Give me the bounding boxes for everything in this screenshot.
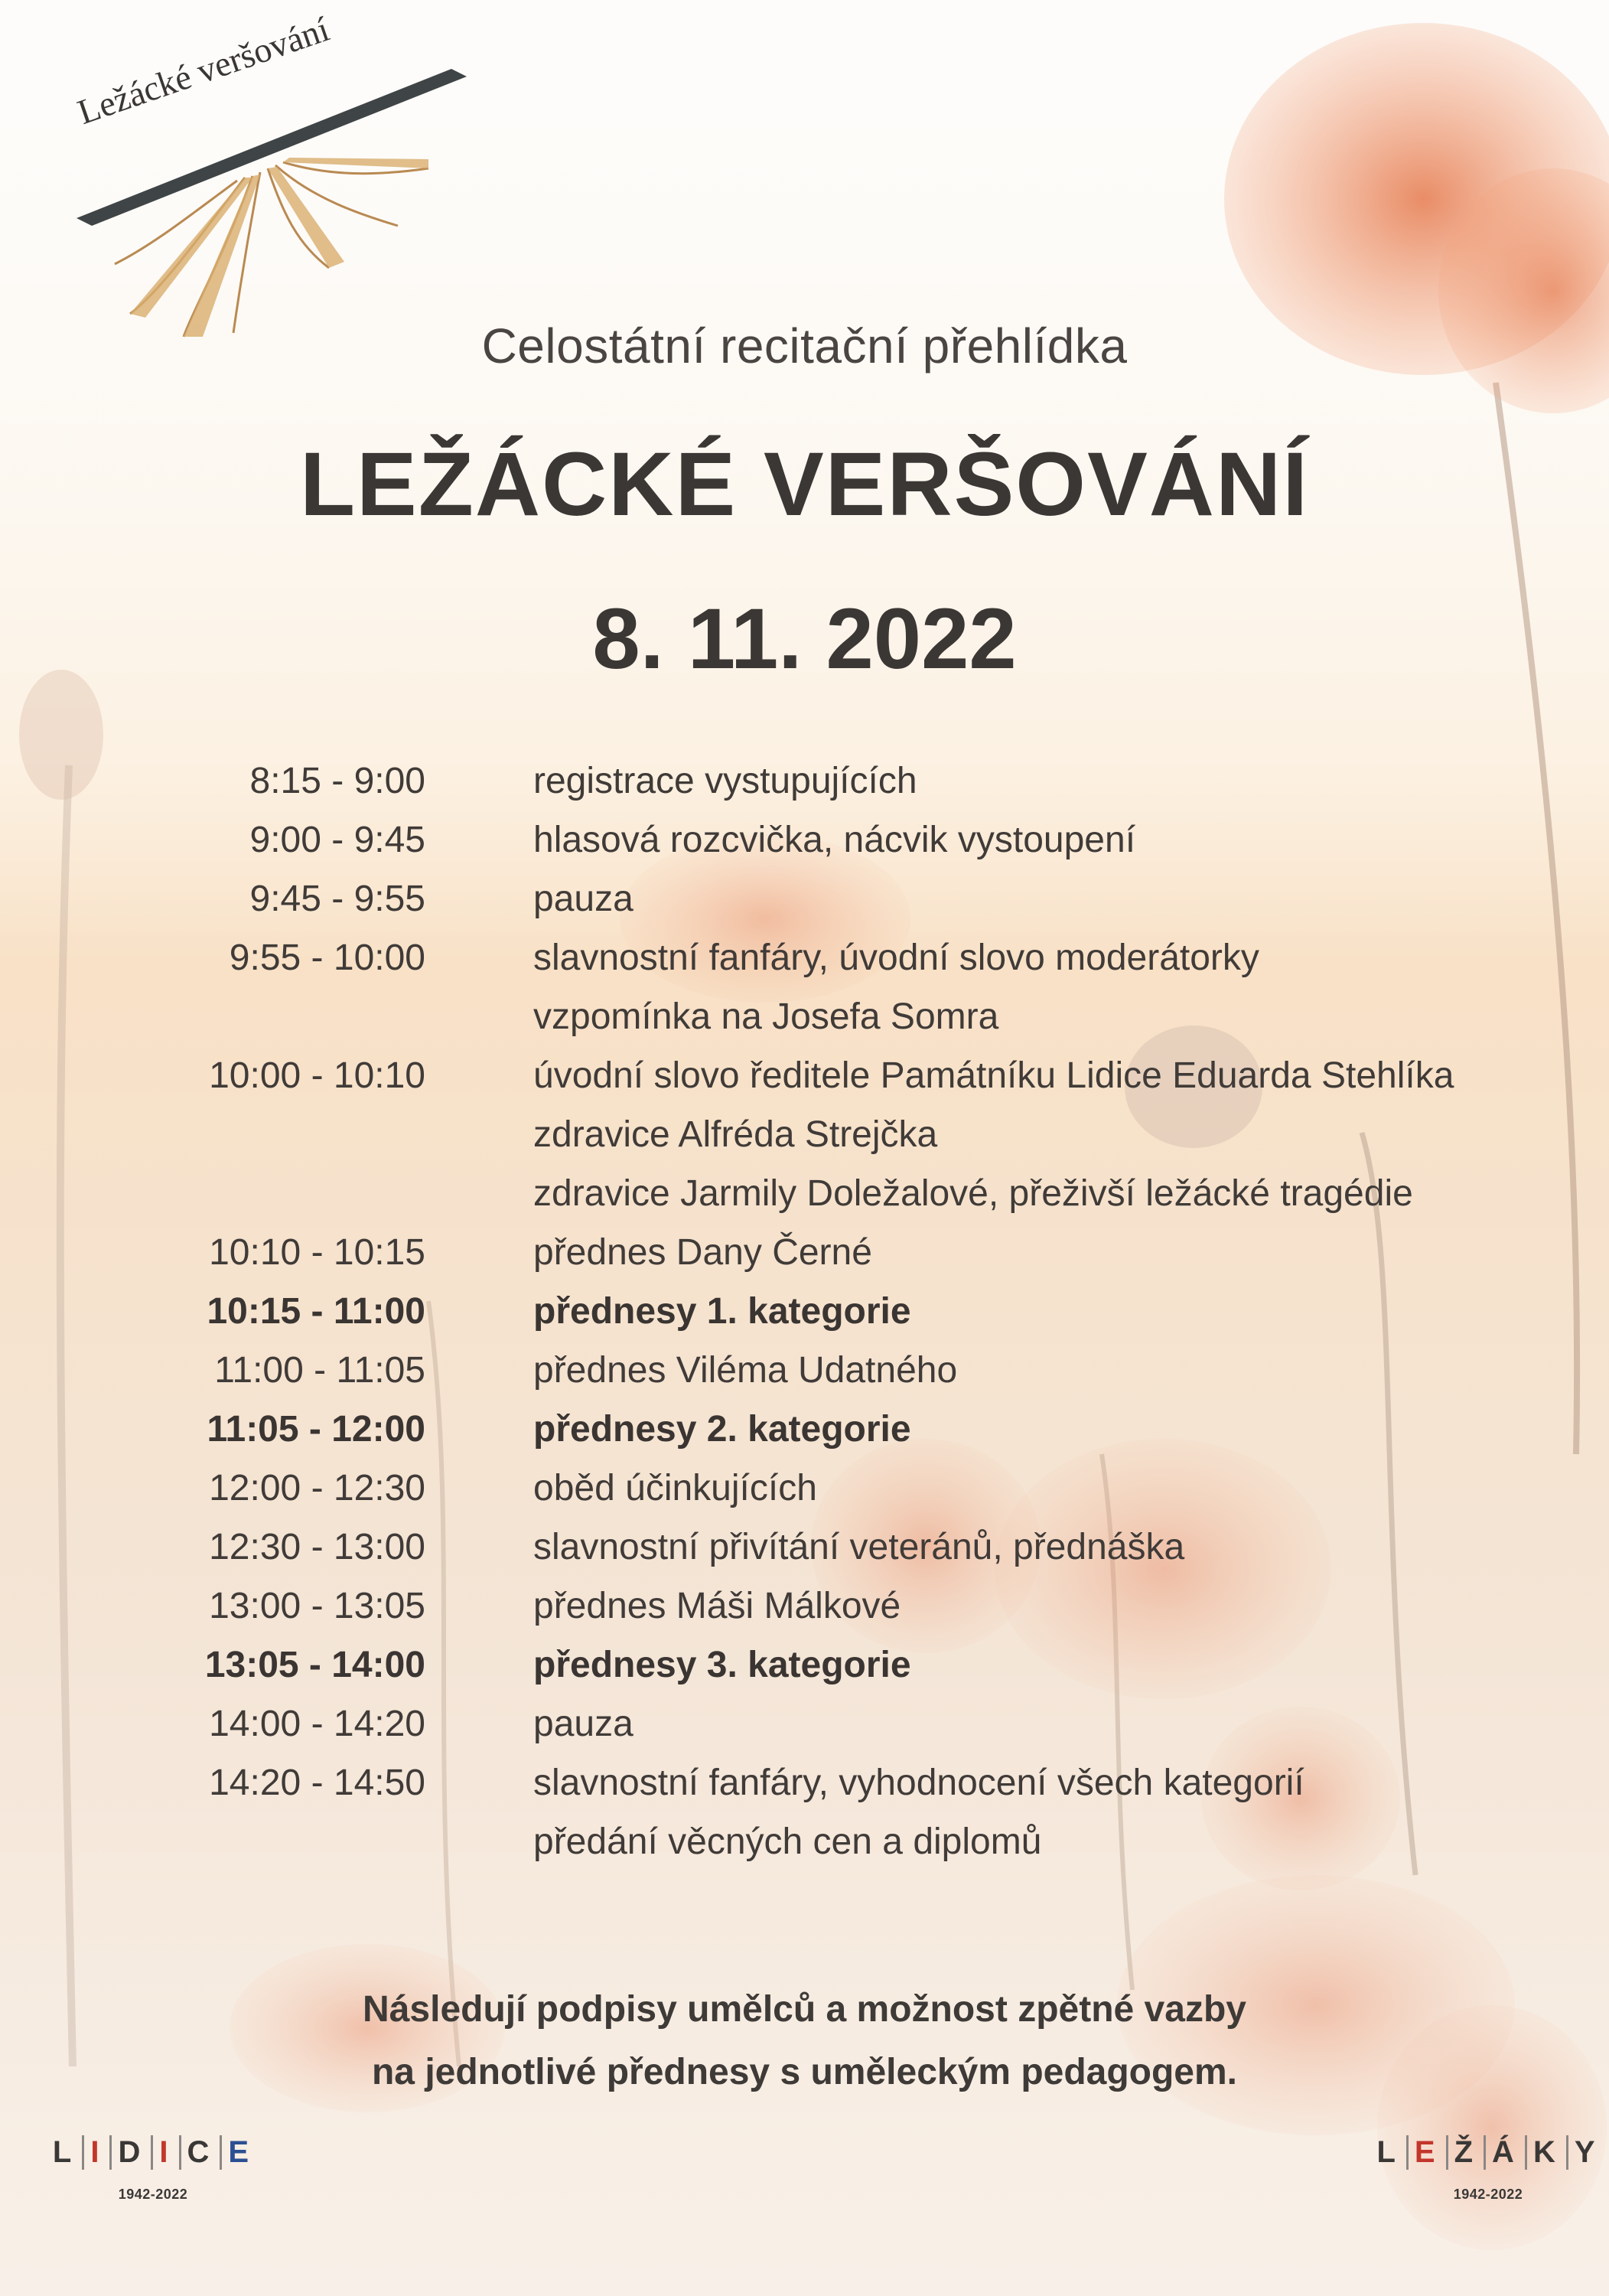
- schedule-time: 9:00 - 9:45: [249, 820, 425, 860]
- book-logo-title: Ležácké veršování: [73, 8, 334, 132]
- lezaky-logo: [1377, 2135, 1599, 2203]
- schedule-row: [0, 1408, 1609, 1467]
- schedule-row: [0, 1055, 1609, 1231]
- logo-letter: L: [1376, 2135, 1400, 2169]
- schedule-activity: oběd účinkujících: [533, 1468, 817, 1508]
- schedule-row: [0, 878, 1609, 937]
- schedule-row: [0, 1290, 1609, 1349]
- schedule-activity: hlasová rozcvička, nácvik vystoupení: [533, 820, 1136, 860]
- schedule-activity: zdravice Alfréda Strejčka: [533, 1114, 938, 1155]
- schedule-activity: přednes Máši Málkové: [533, 1586, 901, 1626]
- schedule-time: 10:00 - 10:10: [209, 1055, 425, 1096]
- logo-letter: E: [1406, 2135, 1446, 2170]
- schedule-row: [0, 1526, 1609, 1585]
- lezaky-logo-years: 1942-2022: [1453, 2187, 1523, 2202]
- closing-note: [0, 1978, 1609, 2104]
- schedule-row: [0, 1762, 1609, 1880]
- schedule-time: 9:55 - 10:00: [229, 938, 425, 978]
- schedule-activity: přednes Viléma Udatného: [533, 1350, 958, 1391]
- logo-letter: Ž: [1446, 2135, 1484, 2170]
- schedule-row: [0, 1231, 1609, 1290]
- schedule-activity: přednesy 2. kategorie: [533, 1409, 911, 1450]
- lidice-logo: [52, 2135, 254, 2203]
- schedule-time: 12:00 - 12:30: [209, 1468, 425, 1508]
- logo-letter: L: [52, 2135, 77, 2169]
- logo-letter: D: [109, 2135, 151, 2170]
- logo-letter: I: [151, 2135, 178, 2170]
- schedule-activity: předání věcných cen a diplomů: [533, 1821, 1042, 1862]
- schedule-activity: slavnostní fanfáry, vyhodnocení všech kategorií: [533, 1763, 1304, 1803]
- logo-letter: Y: [1566, 2135, 1606, 2170]
- schedule-activity: přednesy 1. kategorie: [533, 1291, 911, 1332]
- schedule-activity: slavnostní přivítání veteránů, přednáška: [533, 1527, 1185, 1567]
- lezaky-logo-letters: [1377, 2135, 1599, 2170]
- schedule-activity: registrace vystupujících: [533, 761, 917, 801]
- schedule-time: 10:10 - 10:15: [209, 1232, 425, 1273]
- schedule-row: [0, 1703, 1609, 1762]
- schedule-activity: pauza: [533, 1704, 634, 1744]
- schedule-time: 13:00 - 13:05: [209, 1586, 425, 1626]
- schedule-activity: vzpomínka na Josefa Somra: [533, 996, 999, 1037]
- schedule-time: 9:45 - 9:55: [249, 879, 425, 919]
- schedule-row: [0, 937, 1609, 1055]
- schedule-activity: úvodní slovo ředitele Památníku Lidice Eduarda Stehlíka: [533, 1055, 1454, 1096]
- closing-note-line: na jednotlivé přednesy s uměleckým pedagogem.: [371, 2052, 1238, 2092]
- logo-letter: C: [179, 2135, 220, 2170]
- schedule-activity: slavnostní fanfáry, úvodní slovo moderátorky: [533, 938, 1259, 978]
- lidice-logo-years: 1942-2022: [118, 2187, 188, 2202]
- closing-note-line: Následují podpisy umělců a možnost zpětné vazby: [363, 1989, 1246, 2030]
- schedule-activity: pauza: [533, 879, 634, 919]
- schedule-time: 12:30 - 13:00: [209, 1527, 425, 1567]
- schedule-activity: přednes Dany Černé: [533, 1232, 872, 1273]
- logo-letter: K: [1525, 2135, 1566, 2170]
- schedule-list: [0, 760, 1609, 1880]
- logo-letter: Á: [1484, 2135, 1525, 2170]
- lidice-logo-letters: [52, 2135, 254, 2170]
- logo-letter: I: [82, 2135, 109, 2170]
- schedule-time: 11:00 - 11:05: [214, 1350, 425, 1391]
- schedule-time: 8:15 - 9:00: [249, 761, 425, 801]
- schedule-row: [0, 1467, 1609, 1526]
- logo-letter: E: [220, 2135, 259, 2170]
- schedule-activity: přednesy 3. kategorie: [533, 1645, 911, 1685]
- schedule-row: [0, 819, 1609, 878]
- event-title: LEŽÁCKÉ VERŠOVÁNÍ: [299, 434, 1310, 535]
- schedule-time: 11:05 - 12:00: [207, 1409, 425, 1450]
- event-date: 8. 11. 2022: [592, 591, 1017, 687]
- schedule-row: [0, 1644, 1609, 1703]
- schedule-time: 13:05 - 14:00: [204, 1645, 425, 1685]
- schedule-row: [0, 760, 1609, 819]
- schedule-time: 14:00 - 14:20: [209, 1704, 425, 1744]
- schedule-row: [0, 1349, 1609, 1408]
- schedule-activity: zdravice Jarmily Doležalové, přeživší ležácké tragédie: [533, 1173, 1413, 1214]
- event-subtitle: Celostátní recitační přehlídka: [481, 318, 1128, 373]
- schedule-time: 10:15 - 11:00: [207, 1291, 425, 1332]
- schedule-row: [0, 1585, 1609, 1644]
- schedule-time: 14:20 - 14:50: [209, 1763, 425, 1803]
